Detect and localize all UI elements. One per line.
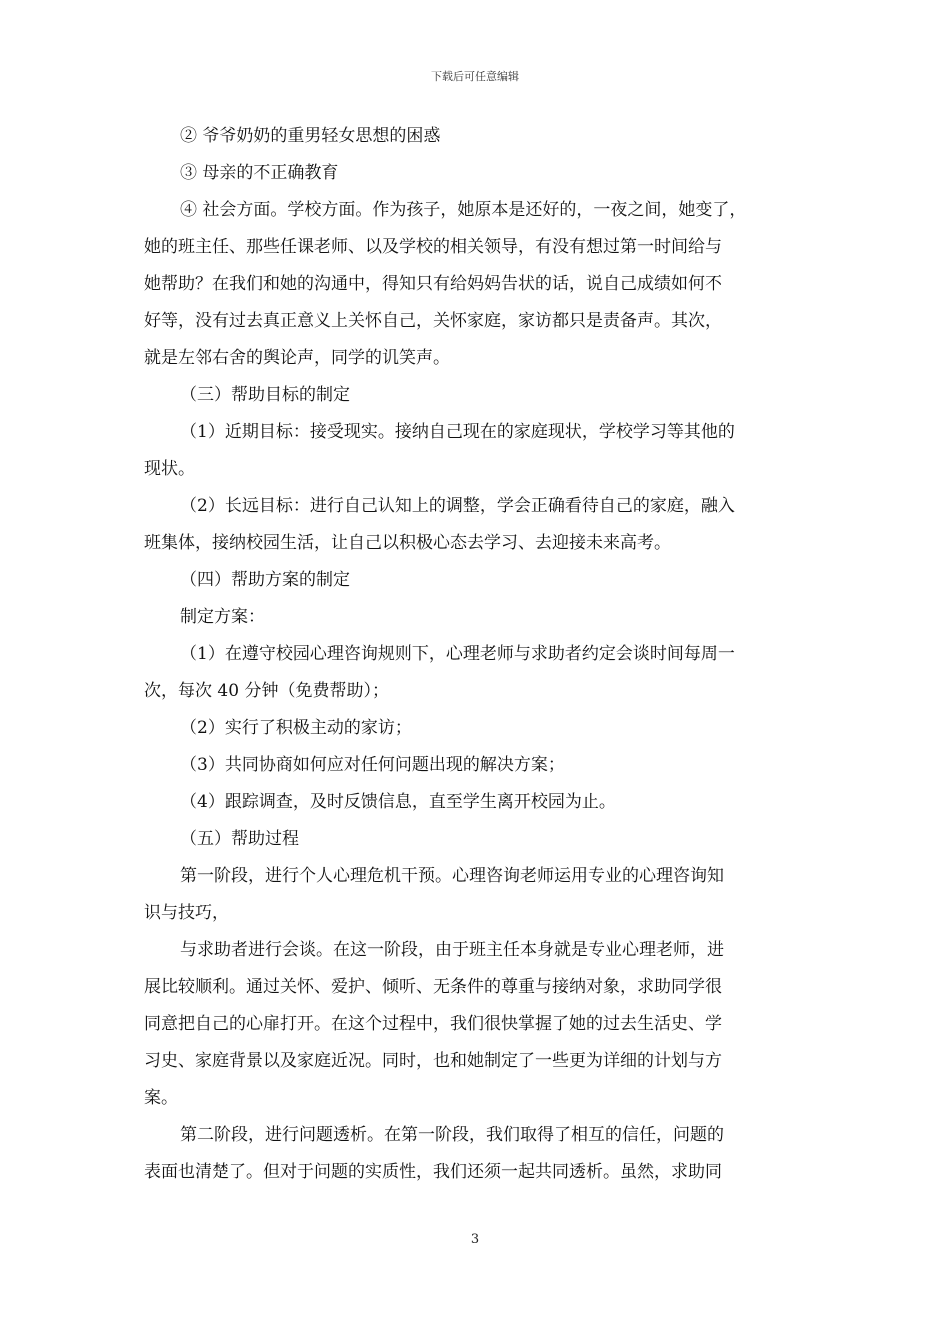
paragraph-line: 习史、家庭背景以及家庭近况。同时，也和她制定了一些更为详细的计划与方 [144, 1051, 722, 1071]
paragraph-line: 案。 [144, 1088, 178, 1108]
paragraph-line: 制定方案： [180, 607, 265, 627]
paragraph-line: 表面也清楚了。但对于问题的实质性，我们还须一起共同透析。虽然，求助同 [144, 1162, 722, 1182]
paragraph-line: 识与技巧， [144, 903, 229, 923]
paragraph-line: （1）近期目标：接受现实。接纳自己现在的家庭现状，学校学习等其他的 [180, 422, 735, 442]
page-header: 下载后可任意编辑 [431, 70, 519, 83]
paragraph-line: 她帮助？在我们和她的沟通中，得知只有给妈妈告状的话，说自己成绩如何不 [144, 274, 722, 294]
paragraph-line: （2）实行了积极主动的家访； [180, 718, 412, 738]
section-heading: （四）帮助方案的制定 [180, 570, 350, 590]
paragraph-line: 她的班主任、那些任课老师、以及学校的相关领导，有没有想过第一时间给与 [144, 237, 722, 257]
page-number: 3 [470, 1232, 480, 1247]
paragraph-line: 班集体，接纳校园生活，让自己以积极心态去学习、去迎接未来高考。 [144, 533, 671, 553]
paragraph-line: 同意把自己的心扉打开。在这个过程中，我们很快掌握了她的过去生活史、学 [144, 1014, 722, 1034]
list-item: ② 爷爷奶奶的重男轻女思想的困惑 [180, 126, 441, 146]
section-heading: （三）帮助目标的制定 [180, 385, 350, 405]
paragraph-line: 次，每次 40 分钟（免费帮助）； [144, 681, 389, 701]
list-item: ③ 母亲的不正确教育 [180, 163, 339, 183]
paragraph-line: 现状。 [144, 459, 195, 479]
paragraph-line: ④ 社会方面。学校方面。作为孩子，她原本是还好的，一夜之间，她变了， [180, 200, 747, 220]
paragraph-line: 与求助者进行会谈。在这一阶段，由于班主任本身就是专业心理老师，进 [180, 940, 724, 960]
paragraph-line: （4）跟踪调查，及时反馈信息，直至学生离开校园为止。 [180, 792, 616, 812]
paragraph-line: 好等，没有过去真正意义上关怀自己，关怀家庭，家访都只是责备声。其次， [144, 311, 722, 331]
paragraph-line: （3）共同协商如何应对任何问题出现的解决方案； [180, 755, 565, 775]
section-heading: （五）帮助过程 [180, 829, 299, 849]
paragraph-line: 第二阶段，进行问题透析。在第一阶段，我们取得了相互的信任，问题的 [180, 1125, 724, 1145]
paragraph-line: 第一阶段，进行个人心理危机干预。心理咨询老师运用专业的心理咨询知 [180, 866, 724, 886]
document-body [144, 118, 806, 1191]
paragraph-line: （1）在遵守校园心理咨询规则下，心理老师与求助者约定会谈时间每周一 [180, 644, 735, 664]
paragraph-line: （2）长远目标：进行自己认知上的调整，学会正确看待自己的家庭，融入 [180, 496, 735, 516]
paragraph-line: 展比较顺利。通过关怀、爱护、倾听、无条件的尊重与接纳对象，求助同学很 [144, 977, 722, 997]
paragraph-line: 就是左邻右舍的舆论声，同学的讥笑声。 [144, 348, 450, 368]
